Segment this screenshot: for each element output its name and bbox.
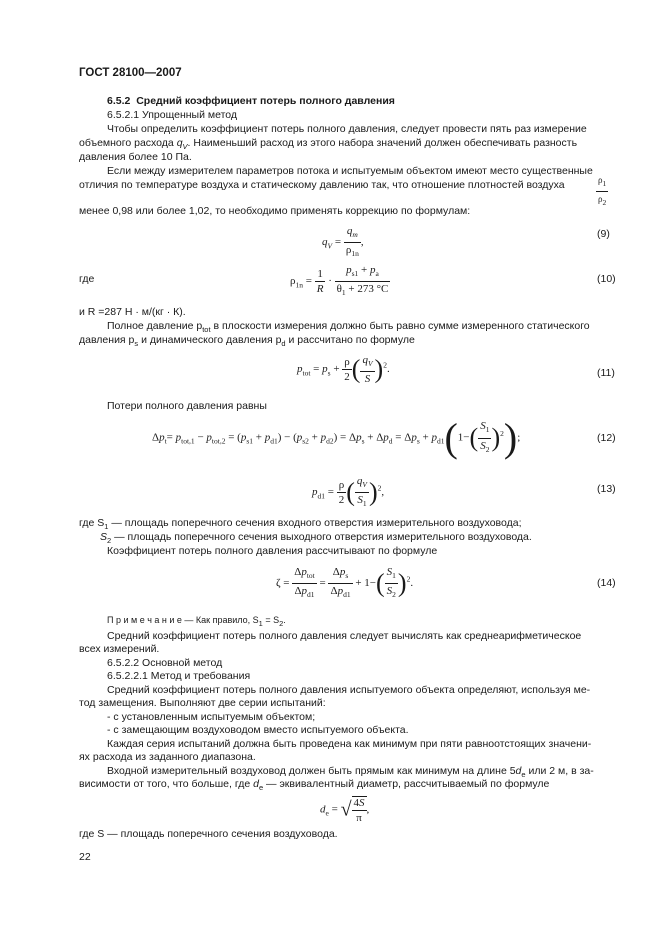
paragraph-line: менее 0,98 или более 1,02, то необходимо применять коррекцию по формулам: bbox=[79, 205, 471, 217]
standard-header: ГОСТ 28100—2007 bbox=[79, 67, 182, 79]
equation-9: $q_V$ = $\frac{q_m}{\rho_{1n}}$ , bbox=[322, 225, 364, 259]
paragraph-line: Коэффициент потерь полного давления рассчитывают по формуле bbox=[107, 545, 438, 557]
list-item: - с замещающим воздуховодом вместо испытуемого объекта. bbox=[107, 724, 409, 736]
gas-constant-line: и R =287 Н · м/(кг · К). bbox=[79, 306, 186, 318]
paragraph-line: всех измерений. bbox=[79, 643, 160, 655]
definition-s2: $S_2$ — площадь поперечного сечения выходного отверстия измерительного воздуховода. bbox=[100, 531, 532, 546]
paragraph-line: висимости от того, что больше, где $d_e$ — эквивалентный диаметр, рассчитываемый по формуле bbox=[79, 778, 550, 793]
density-ratio-fraction: $\frac{\rho_1}{\rho_2}$ bbox=[598, 175, 607, 207]
paragraph-line: отличия по температуре воздуха и статическому давлению так, что отношение плотностей воздуха bbox=[79, 179, 565, 191]
equation-number: (9) bbox=[597, 228, 610, 240]
equation-number: (13) bbox=[597, 483, 616, 495]
paragraph-line: Каждая серия испытаний должна быть проведена как минимум при пяти равноотстоящих значени- bbox=[107, 738, 592, 750]
paragraph-line: Средний коэффициент потерь полного давления следует вычислять как среднеарифметическое bbox=[107, 630, 582, 642]
paragraph-line: Входной измерительный воздуховод должен быть прямым как минимум на длине $5d_e$ или 2 м, в за- bbox=[107, 765, 594, 780]
paragraph-line: тод замещения. Выполняют две серии испытаний: bbox=[79, 697, 326, 709]
paragraph-line: давления более 10 Па. bbox=[79, 151, 192, 163]
paragraph-line: давления $p_s$ и динамического давления $p_d$ и рассчитано по формуле bbox=[79, 334, 415, 349]
section-heading: 6.5.2 Средний коэффициент потерь полного давления bbox=[107, 95, 395, 107]
subsection-6-5-2-2-1: 6.5.2.2.1 Метод и требования bbox=[107, 670, 251, 682]
definition-s1: где $S_1$ — площадь поперечного сечения входного отверстия измерительного воздуховода; bbox=[79, 517, 522, 532]
equation-number: (10) bbox=[597, 273, 616, 285]
paragraph-line: Полное давление $p_{tot}$ в плоскости измерения должно быть равно сумме измеренного статического bbox=[107, 320, 590, 335]
equation-10: $\rho_{1n}$ = $\frac{1}{R}$ · $\frac{p_{s1} + p_a}{\theta_1 + 273 ^\circ C}$ bbox=[290, 264, 389, 298]
paragraph-line: Если между измерителем параметров потока и испытуемым объектом имеют место существенные bbox=[107, 165, 593, 177]
paragraph-line: Чтобы определить коэффициент потерь полного давления, следует провести пять раз измерение bbox=[107, 123, 587, 135]
equation-13: $p_{d1}$ = $\frac{\rho}{2}$ ( $\frac{q_V}{S_1}$ )$^2$, bbox=[312, 475, 385, 509]
equation-number: (11) bbox=[597, 367, 615, 379]
paragraph-line: где S — площадь поперечного сечения воздуховода. bbox=[79, 828, 338, 840]
equation-11: $p_{tot} = p_s$ + $\frac{\rho}{2}$ ( $\frac{q_V}{S}$ )$^2$. bbox=[297, 354, 390, 386]
subsection-6-5-2-2: 6.5.2.2 Основной метод bbox=[107, 657, 223, 669]
paragraph-line: объемного расхода $q_V$. Наименьший расход из этого набора значений должен обеспечивать разность bbox=[79, 137, 578, 152]
page-number: 22 bbox=[79, 851, 91, 863]
where-label: где bbox=[79, 273, 95, 285]
paragraph-line: ях расхода из заданного диапазона. bbox=[79, 751, 256, 763]
equivalent-diameter-equation: $d_e$ = √ $\frac{4S}{\pi}$ , bbox=[320, 797, 370, 824]
paragraph-line: Потери полного давления равны bbox=[107, 400, 267, 412]
equation-number: (14) bbox=[597, 577, 616, 589]
note: П р и м е ч а н и е — Как правило, $S_1 = S_2$. bbox=[107, 615, 286, 628]
equation-number: (12) bbox=[597, 432, 616, 444]
paragraph-line: Средний коэффициент потерь полного давления испытуемого объекта определяют, используя ме- bbox=[107, 684, 591, 696]
list-item: - с установленным испытуемым объектом; bbox=[107, 711, 316, 723]
subsection-6-5-2-1: 6.5.2.1 Упрощенный метод bbox=[107, 109, 238, 121]
equation-12: $\Delta p_t= p_{tot,1} - p_{tot,2} = (p_{s1} + p_{d1}) - (p_{s2} + p_{d2}) = \Delta p_s + \Delta p_d = \Delta p_s + p_{d1}(1-$( $\frac{S_1}{S_2}$ )$^2$); bbox=[152, 415, 521, 460]
equation-14: ζ = $\frac{\Delta p_{tot}}{\Delta p_{d1}}$ = $\frac{\Delta p_s}{\Delta p_{d1}}$ + 1−( $\frac{S_1}{S_2}$ )$^2$. bbox=[276, 566, 414, 600]
